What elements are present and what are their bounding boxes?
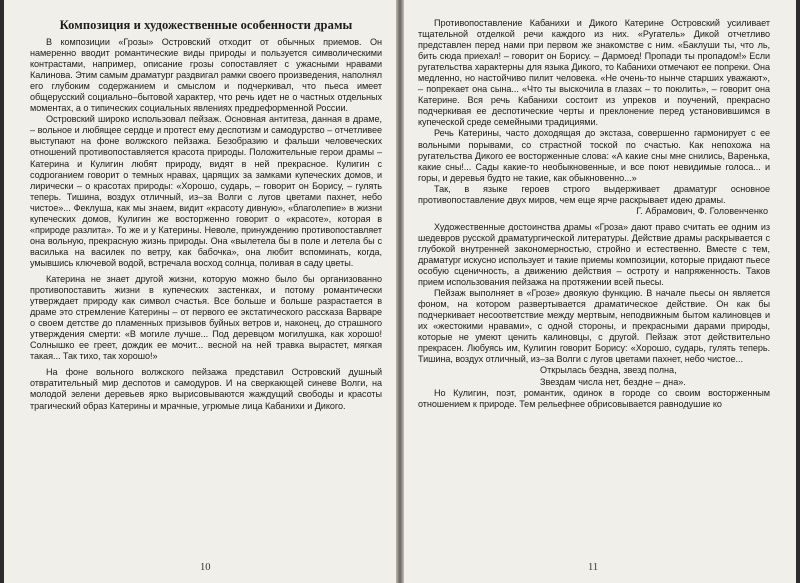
verse-line: Открылась бездна, звезд полна,	[540, 365, 677, 376]
section-title: Композиция и художественные особенности драмы	[59, 18, 353, 32]
attribution: Г. Абрамович, Ф. Головенченко	[636, 205, 768, 216]
book-gutter	[396, 0, 404, 583]
paragraph: На фоне вольного волжского пейзажа представил Островский душный отвратительный мир деспотов и самодуров. И на сверкающей синеве Волги, на молодой зелени деревьев ярко вырисовываются жаждущий свободы и красоты трагический образ Катерины и мрачные, угрюмые лица Кабанихи и Дикого.	[30, 367, 382, 411]
paragraph: В композиции «Грозы» Островский отходит от обычных приемов. Он намеренно вводит романтические виды природы и пользуется символическими контрастами, например, описание грозы сопоставляет с ужасными нравами Калинова. Этим самым драматург раздвигал рамки своего произведения, наполнял его глубоким содержанием и смыслом и подчеркивал, что пьеса имеет общерусский социально–бытовой характер, что речь идет не о частных отдельных моментах, а о типических социальных явлениях предреформенной России.	[30, 37, 382, 114]
right-page	[404, 0, 796, 583]
paragraph: Но Кулигин, поэт, романтик, одинок в городе со своим восторженным отношением к природе. Тем рельефнее обрисовывается равнодушие ко	[418, 387, 770, 409]
page-number: 10	[200, 562, 211, 573]
paragraph: Художественные достоинства драмы «Гроза» дают право считать ее одним из шедевров русской драматургической литературы. Действие драмы раскрывается с глубокой внутренней закономерностью, стройно и естественно. Вместе с тем, драматург искусно использует и такие приемы композиции, которые придают пьесе особую сценичность, а движению действия – остроту и напряженность. Таков прием использования пейзажа на протяжении всей пьесы.	[418, 221, 770, 288]
paragraph: Так, в языке героев строго выдерживает драматург основное противопоставление двух миров, чем еще ярче раскрывает идею драмы.	[418, 183, 770, 205]
paragraph: Речь Катерины, часто доходящая до экстаза, совершенно гармонирует с ее вольными порывами, со страстной тоской по счастью. Как непохожа на ругательства Дикого ее восторженные слова: «А какие сны мне снились, Варенька, какие сны!... Сады какие-то необыкновенные, и все поют невидимые голоса... и горы, и деревья будто не такие, как обыкновенно...»	[418, 128, 770, 183]
paragraph: Пейзаж выполняет в «Грозе» двоякую функцию. В начале пьесы он является фоном, на котором развертывается драматическое действие. Он как бы подчеркивает несоответствие между мертвым, неподвижным бытом калиновцев и их «жестокими нравами», с одной стороны, и прекрасными дарами природы, которые не умеют ценить калиновцы, с другой. Пейзаж этот действительно прекрасен. Любуясь им, Кулигин говорит Борису: «Хорошо, сударь, гулять теперь. Тишина, воздух отличный, из–за Волги с лугов цветами пахнет, небо чистое...	[418, 288, 770, 365]
page-number: 11	[588, 562, 599, 573]
left-page	[4, 0, 396, 583]
paragraph: Катерина не знает другой жизни, которую можно было бы организованно противопоставить жизни в купеческих застенках, и потому романтически утверждает природу как символ счастья. Все больше и больше разрастается в драме это стремление Катерины – от первого ее экстатического рассказа Варваре о своем детстве до пламенных призывов буйных ветров и, наконец, до страшного утверждения смерти: «В могиле лучше... Под деревцом могилушка, как хорошо! Солнышко ее греет, дождик ее мочит... весной на ней травка вырастет, мягкая такая... Так тихо, так хорошо!»	[30, 273, 382, 362]
verse-line: Звездам числа нет, бездне – дна».	[540, 376, 686, 387]
paragraph: Островский широко использовал пейзаж. Основная антитеза, данная в драме, – вольное и любящее сердце и протест ему деспотизм и самодурство – отчетливее выступают на фоне волжского пейзажа. Безобразию и фальши человеческих отношений противопоставляется красота природы. Положительные герои драмы – Катерина и Кулигин любят природу, видят в ней прекрасное. Кулигин с содроганием говорит о темных нравах, царящих за замками купеческих домов, и лирически – о красотах природы: «Хорошо, сударь, – говорит он Борису, – гулять теперь. Тишина, воздух отличный, из–за Волги с лугов цветами пахнет, небо чистое»... Феклуша, как мы знаем, видит «красоту дивную», «благолепие» в жизни купеческих домов, Кулигин же восторженно говорит о «красоте», которая в «природе разлита». То же и у Катерины. Неволе, принуждению противопоставляет она вольную, прекрасную жизнь природы. Она «вылетела бы в поле и летела бы с василька на василек по ветру, как бабочка», она любит вспоминать, когда, умывшись ключевой водой, встречала восход солнца, поливая в саду цветы.	[30, 114, 382, 268]
paragraph: Противопоставление Кабанихи и Дикого Катерине Островский усиливает тщательной отделкой речи каждого из них. «Ругатель» Дикой отчетливо представлен перед нами при первом же знакомстве с ним. «Баклуши ты, что ль, бить сюда приехал! – говорит он Борису. – Дармоед! Пропади ты пропадом!» Если ругательства характерны для языка Дикого, то Кабанихи отмечают ее попреки. Она медленно, но настойчиво пилит человека. «Не очень-то нынче старших уважают», – попрекает она сына... «Что ты выскочила в глазах – то поюлить», – говорит она Катерине. Вся речь Кабанихи состоит из упреков и поучений, прекрасно подчеркивая ее деспотические черты и преклонение перед установившимся в купеческой среде семейными традициями.	[418, 18, 770, 128]
